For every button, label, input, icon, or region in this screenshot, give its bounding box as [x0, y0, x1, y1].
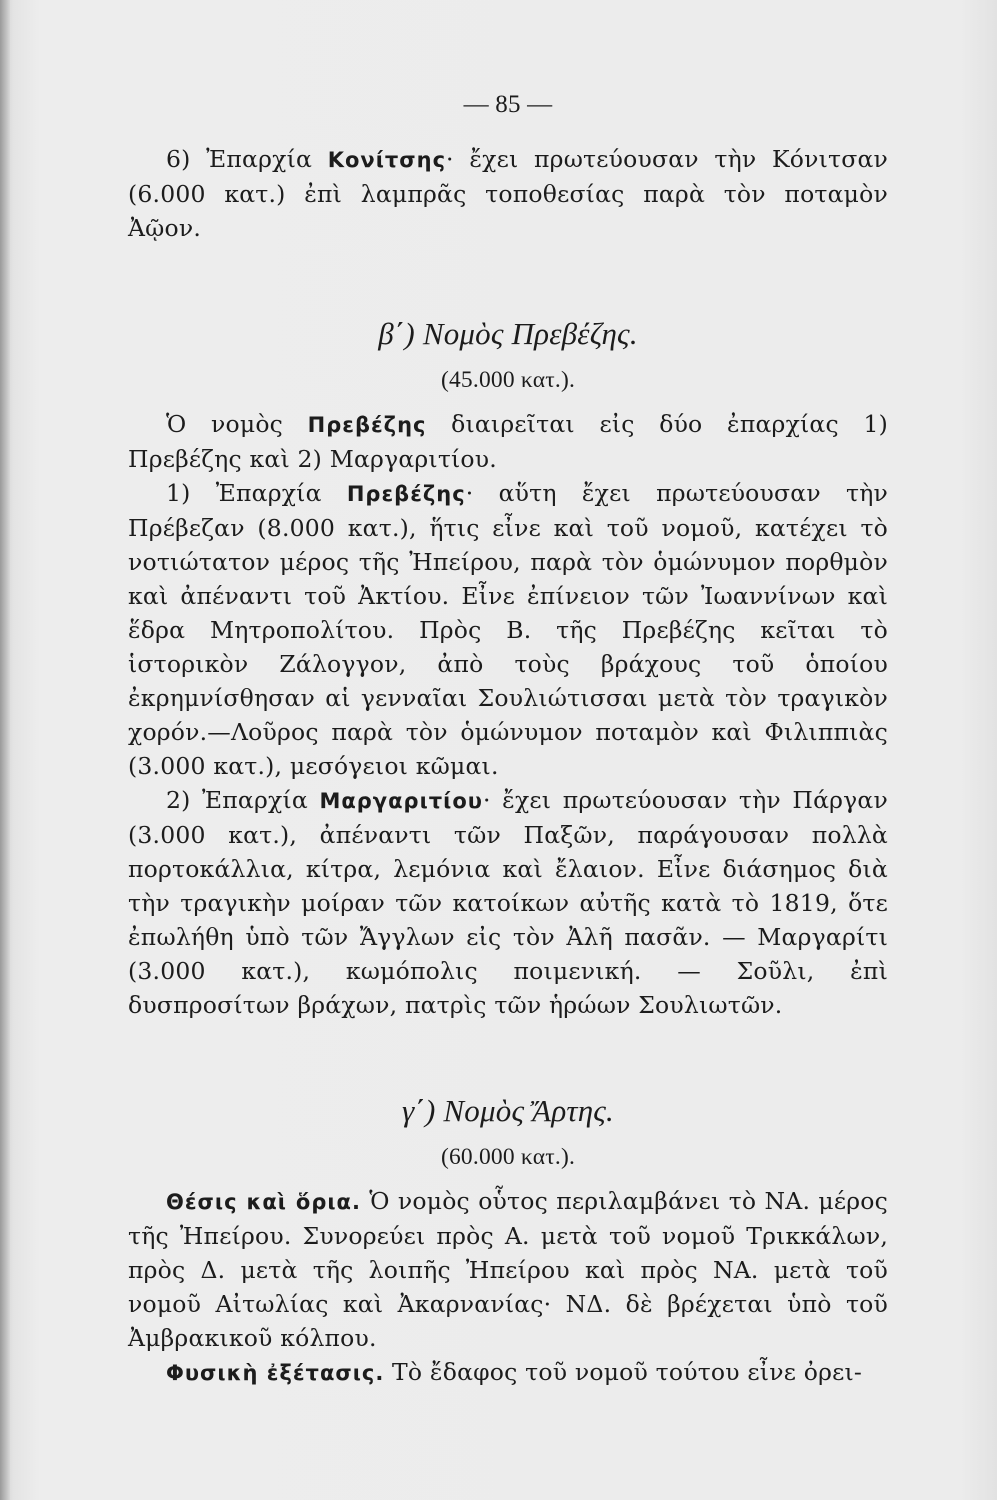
text-rest: Ὁ νομὸς οὗτος περιλαμβάνει τὸ ΝΑ. μέρος τῆς Ἠπείρου. Συνορεύει πρὸς Α. μετὰ τοῦ νομοῦ Τρικκάλων, πρὸς Δ. μετὰ τῆς λοιπῆς Ἠπείρου καὶ πρὸς ΝΑ. μετὰ τοῦ νομοῦ Αἰτωλίας καὶ Ἀκαρνανίας· ΝΔ. δὲ βρέχεται ὑπὸ τοῦ Ἀμβρακικοῦ κόλπου. [128, 1187, 888, 1352]
text-rest: · ἔχει πρωτεύουσαν τὴν Κόνιτσαν (6.000 κατ.) ἐπὶ λαμπρᾶς τοποθεσίας παρὰ τὸν ποταμὸν Ἀῷον. [128, 145, 888, 242]
text-rest: Τὸ ἔδαφος τοῦ νομοῦ τούτου εἶνε ὀρει- [384, 1358, 863, 1386]
text-prefix: 1) Ἐπαρχία [166, 479, 347, 507]
paragraph-fysiki-exetasis [128, 1355, 888, 1390]
page-number: — 85 — [463, 91, 553, 118]
text-rest: · ἔχει πρωτεύουσαν τὴν Πάργαν (3.000 κατ.), ἀπέναντι τῶν Παξῶν, παράγουσαν πολλὰ πορτοκάλλια, κίτρα, λεμόνια καὶ ἔλαιον. Εἶνε διάσημος διὰ τὴν τραγικὴν μοίραν τῶν κατοίκων αὐτῆς κατὰ τὸ 1819, ὅτε ἐπωλήθη ὑπὸ τῶν Ἄγγλων εἰς τὸν Ἀλῆ πασᾶν. — Μαργαρίτι (3.000 κατ.), κωμόπολις ποιμενική. — Σοῦλι, ἐπὶ δυσπροσίτων βράχων, πατρὶς τῶν ἡρώων Σουλιωτῶν. [128, 786, 888, 1019]
page-content [128, 88, 888, 1390]
bold-term: Μαργαριτίου [319, 789, 483, 813]
bold-term: Φυσικὴ ἐξέτασις. [166, 1361, 385, 1385]
paragraph-thesis-oria [128, 1184, 888, 1355]
heading-nomos-artis: γ΄) Νομὸς Ἄρτης. [402, 1093, 614, 1128]
paragraph-konitsa [128, 142, 888, 245]
paragraph-eparchia-prevezis [128, 476, 888, 783]
bold-term: Κονίτσης [327, 148, 447, 172]
paragraph-eparchia-margaritiou [128, 783, 888, 1022]
text-prefix: 2) Ἐπαρχία [166, 786, 320, 814]
paragraph-prevezis-intro [128, 407, 888, 476]
population-prevezis: (45.000 κατ.). [440, 367, 576, 393]
bold-term: Πρεβέζης [346, 482, 466, 506]
text-prefix: 6) Ἐπαρχία [166, 145, 328, 173]
text-rest: · αὕτη ἔχει πρωτεύουσαν τὴν Πρέβεζαν (8.000 κατ.), ἥτις εἶνε καὶ τοῦ νομοῦ, κατέχει τὸ νοτιώτατον μέρος τῆς Ἠπείρου, παρὰ τὸν ὁμώνυμον πορθμὸν καὶ ἀπέναντι τοῦ Ἀκτίου. Εἶνε ἐπίνειον τῶν Ἰωαννίνων καὶ ἕδρα Μητροπολίτου. Πρὸς Β. τῆς Πρεβέζης κεῖται τὸ ἱστορικὸν Ζάλογγον, ἀπὸ τοὺς βράχους τοῦ ὁποίου ἐκρημνίσθησαν αἱ γενναῖαι Σουλιώτισσαι μετὰ τὸν τραγικὸν χορόν.—Λοῦρος παρὰ τὸν ὁμώνυμον ποταμὸν καὶ Φιλιππιὰς (3.000 κατ.), μεσόγειοι κῶμαι. [128, 479, 888, 780]
page-edge [0, 0, 10, 1500]
bold-term: Πρεβέζης [307, 413, 427, 437]
population-artis: (60.000 κατ.). [440, 1144, 576, 1170]
heading-nomos-prevezis: β΄) Νομὸς Πρεβέζης. [378, 316, 638, 351]
text-prefix: Ὁ νομὸς [166, 410, 308, 438]
bold-term: Θέσις καὶ ὅρια. [166, 1190, 361, 1214]
text-rest: διαιρεῖται εἰς δύο ἐπαρχίας 1) Πρεβέζης καὶ 2) Μαργαριτίου. [128, 410, 888, 473]
